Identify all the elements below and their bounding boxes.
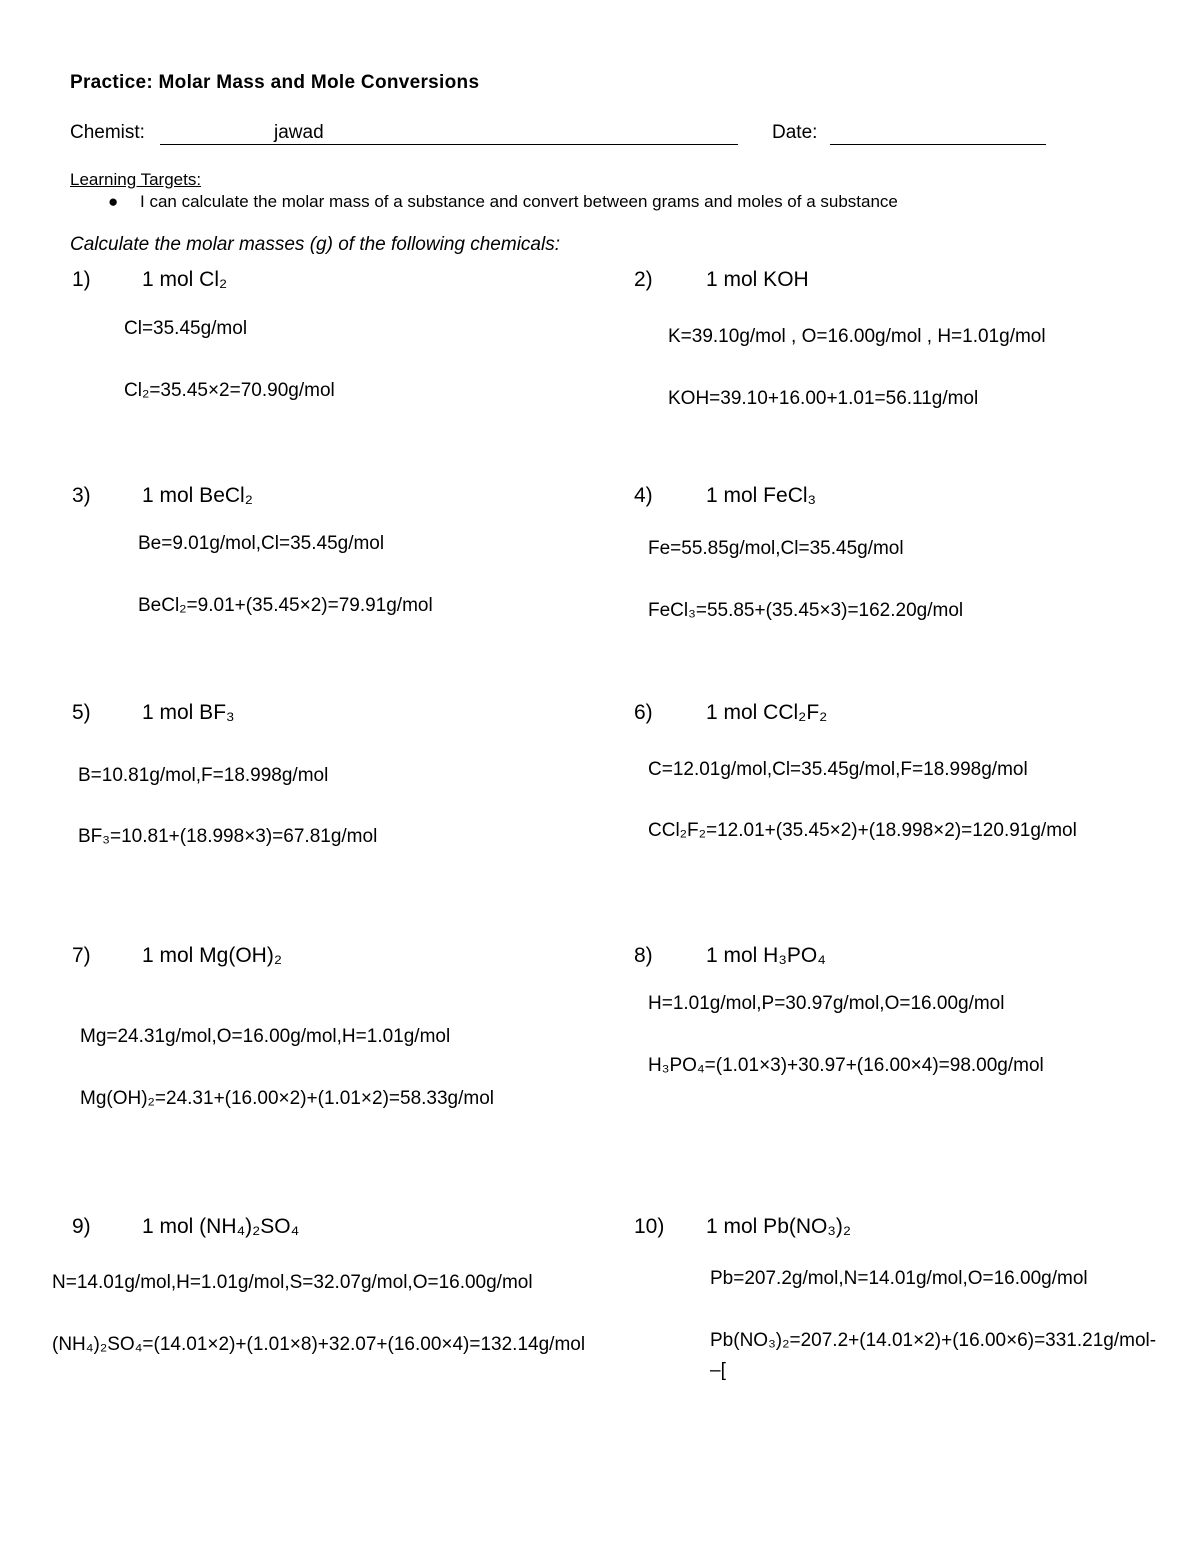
answer-line: H₃PO₄=(1.01×3)+30.97+(16.00×4)=98.00g/mol [648,1055,1044,1076]
problem-label: 1 mol CCl₂F₂ [706,701,828,724]
date-label: Date: [772,122,818,143]
problem-label: 1 mol Pb(NO₃)₂ [706,1215,852,1238]
date-field-line [830,122,1046,145]
answer-line: CCl₂F₂=12.01+(35.45×2)+(18.998×2)=120.91g/mol [648,820,1077,841]
answer-line: K=39.10g/mol , O=16.00g/mol , H=1.01g/mol [668,326,1046,347]
worksheet-title: Practice: Molar Mass and Mole Conversions [70,72,480,93]
problem-label: 1 mol Mg(OH)₂ [142,944,282,967]
answer-line: FeCl₃=55.85+(35.45×3)=162.20g/mol [648,600,964,621]
problem-number: 2) [634,268,653,291]
answer-line: BF₃=10.81+(18.998×3)=67.81g/mol [78,826,378,847]
answer-line: Pb=207.2g/mol,N=14.01g/mol,O=16.00g/mol [710,1268,1088,1289]
answer-line: Mg=24.31g/mol,O=16.00g/mol,H=1.01g/mol [80,1026,451,1047]
answer-line: B=10.81g/mol,F=18.998g/mol [78,765,329,786]
chemist-name-line [160,122,738,145]
bullet-icon: ● [108,192,119,211]
problem-number: 1) [72,268,91,291]
problem-number: 5) [72,701,91,724]
problem-number: 6) [634,701,653,724]
chemist-label: Chemist: [70,122,145,143]
problem-label: 1 mol H₃PO₄ [706,944,826,967]
problem-number: 10) [634,1215,665,1238]
learning-targets-heading: Learning Targets: [70,170,202,189]
problem-number: 3) [72,484,91,507]
answer-line: BeCl₂=9.01+(35.45×2)=79.91g/mol [138,595,433,616]
problem-number: 7) [72,944,91,967]
answer-line: Fe=55.85g/mol,Cl=35.45g/mol [648,538,904,559]
answer-line: H=1.01g/mol,P=30.97g/mol,O=16.00g/mol [648,993,1005,1014]
answer-line: C=12.01g/mol,Cl=35.45g/mol,F=18.998g/mol [648,759,1028,780]
answer-line: Pb(NO₃)₂=207.2+(14.01×2)+(16.00×6)=331.21g/mol- [710,1330,1157,1351]
answer-line: Be=9.01g/mol,Cl=35.45g/mol [138,533,385,554]
problem-label: 1 mol BeCl₂ [142,484,253,507]
answer-line: Cl=35.45g/mol [124,318,248,339]
problem-label: 1 mol (NH₄)₂SO₄ [142,1215,300,1238]
problem-label: 1 mol BF₃ [142,701,235,724]
answer-line: (NH₄)₂SO₄=(14.01×2)+(1.01×8)+32.07+(16.00×4)=132.14g/mol [52,1334,586,1355]
chemist-name: jawad [274,122,324,143]
answer-line: KOH=39.10+16.00+1.01=56.11g/mol [668,388,979,409]
problem-label: 1 mol Cl₂ [142,268,228,291]
answer-line: –[ [710,1360,726,1381]
problem-number: 8) [634,944,653,967]
instructions: Calculate the molar masses (g) of the following chemicals: [70,234,560,255]
problem-label: 1 mol FeCl₃ [706,484,817,507]
problem-label: 1 mol KOH [706,268,809,291]
answer-line: N=14.01g/mol,H=1.01g/mol,S=32.07g/mol,O=16.00g/mol [52,1272,533,1293]
answer-line: Mg(OH)₂=24.31+(16.00×2)+(1.01×2)=58.33g/mol [80,1088,495,1109]
problem-number: 4) [634,484,653,507]
learning-target-text: I can calculate the molar mass of a substance and convert between grams and moles of a substance [140,192,898,211]
answer-line: Cl₂=35.45×2=70.90g/mol [124,380,335,401]
problem-number: 9) [72,1215,91,1238]
